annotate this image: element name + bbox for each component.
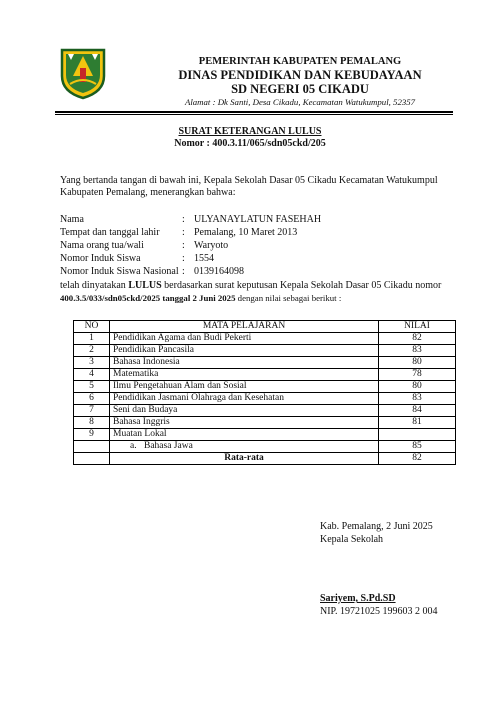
signatory-name: Sariyem, S.Pd.SD (320, 593, 396, 604)
identity-colon: : (182, 240, 185, 251)
pemalang-emblem-logo (58, 46, 108, 100)
row-score: 83 (379, 393, 456, 405)
declaration-line-2 (60, 292, 460, 304)
table-row (74, 381, 456, 393)
table-row (74, 333, 456, 345)
row-no: 5 (74, 381, 110, 393)
letterhead-address: Alamat : Dk Santi, Desa Cikadu, Kecamatan Watukumpul, 52357 (184, 97, 416, 107)
average-score: 82 (379, 453, 456, 465)
identity-row-name (60, 213, 321, 226)
identity-row-nisn (60, 265, 321, 278)
row-subject: Bahasa Indonesia (110, 357, 379, 369)
row-no: 9 (74, 429, 110, 441)
identity-value: ULYANAYLATUN FASEHAH (194, 214, 322, 225)
row-score: 81 (379, 417, 456, 429)
row-subject: Pendidikan Jasmani Olahraga dan Kesehatan (110, 393, 379, 405)
signature-block-top (320, 520, 433, 546)
identity-colon: : (182, 266, 185, 277)
row-score: 83 (379, 345, 456, 357)
letterhead-government: PEMERINTAH KABUPATEN PEMALANG (198, 56, 402, 67)
identity-value: Waryoto (194, 240, 229, 251)
table-row (74, 357, 456, 369)
identity-value: Pemalang, 10 Maret 2013 (194, 227, 298, 238)
row-no: 2 (74, 345, 110, 357)
subrow-subject: Bahasa Jawa (144, 441, 193, 451)
row-subject (110, 441, 379, 453)
row-subject: Muatan Lokal (110, 429, 379, 441)
row-no-empty (74, 453, 110, 465)
average-label: Rata-rata (110, 453, 379, 465)
row-subject: Ilmu Pengetahuan Alam dan Sosial (110, 381, 379, 393)
student-identity (60, 213, 321, 278)
row-score: 85 (379, 441, 456, 453)
signatory-nip: NIP. 19721025 199603 2 004 (320, 606, 438, 617)
signature-block-bottom (320, 592, 438, 618)
row-score: 84 (379, 405, 456, 417)
row-score: 78 (379, 369, 456, 381)
identity-label: Nama orang tua/wali (60, 240, 144, 251)
row-subject: Bahasa Inggris (110, 417, 379, 429)
identity-label: Nomor Induk Siswa (60, 253, 141, 264)
table-row (74, 417, 456, 429)
declaration-post: berdasarkan surat keputusan Kepala Sekolah Dasar 05 Cikadu nomor (161, 280, 442, 291)
row-no: 7 (74, 405, 110, 417)
letterhead-thin-rule (55, 114, 453, 115)
declaration-pre: telah dinyatakan (60, 280, 129, 291)
table-row (74, 405, 456, 417)
decree-number: 400.3.5/033/sdn05ckd/2025 tanggal 2 Juni 2025 (60, 293, 236, 303)
grades-table-body (74, 333, 456, 465)
row-no-empty (74, 441, 110, 453)
letterhead (150, 55, 450, 108)
table-row (74, 393, 456, 405)
identity-colon: : (182, 227, 185, 238)
declaration-status: LULUS (128, 280, 162, 291)
intro-paragraph: Yang bertanda tangan di bawah ini, Kepala Sekolah Dasar 05 Cikadu Kecamatan Watukumpul Kabupaten Pemalang, menerangkan bahwa: (60, 175, 438, 198)
letterhead-department: DINAS PENDIDIKAN DAN KEBUDAYAAN (178, 68, 422, 82)
identity-colon: : (182, 253, 185, 264)
identity-value: 0139164098 (194, 266, 244, 277)
row-score: 80 (379, 381, 456, 393)
row-no: 3 (74, 357, 110, 369)
row-no: 4 (74, 369, 110, 381)
identity-row-nis (60, 252, 321, 265)
identity-label: Nama (60, 214, 84, 225)
column-header-score: NILAI (379, 321, 456, 333)
identity-row-parent (60, 239, 321, 252)
row-score (379, 429, 456, 441)
letterhead-school: SD NEGERI 05 CIKADU (231, 82, 369, 96)
column-header-subject: MATA PELAJARAN (110, 321, 379, 333)
identity-label: Nomor Induk Siswa Nasional (60, 266, 179, 277)
row-no: 8 (74, 417, 110, 429)
document-number: Nomor : 400.3.11/065/sdn05ckd/205 (174, 138, 326, 149)
row-no: 1 (74, 333, 110, 345)
column-header-no: NO (74, 321, 110, 333)
table-header-row (74, 321, 456, 333)
document-title-main: SURAT KETERANGAN LULUS (178, 126, 322, 137)
signatory-position: Kepala Sekolah (320, 534, 384, 545)
table-row (74, 345, 456, 357)
row-subject: Pendidikan Agama dan Budi Pekerti (110, 333, 379, 345)
place-date: Kab. Pemalang, 2 Juni 2025 (320, 521, 433, 532)
table-average-row (74, 453, 456, 465)
document-title (150, 126, 350, 150)
identity-value: 1554 (194, 253, 214, 264)
identity-row-birth (60, 226, 321, 239)
grades-table (73, 320, 456, 465)
declaration-line-1 (60, 280, 460, 292)
letterhead-thick-rule (55, 111, 453, 113)
table-row (74, 429, 456, 441)
row-score: 82 (379, 333, 456, 345)
row-subject: Pendidikan Pancasila (110, 345, 379, 357)
row-no: 6 (74, 393, 110, 405)
row-subject: Seni dan Budaya (110, 405, 379, 417)
row-score: 80 (379, 357, 456, 369)
row-subject: Matematika (110, 369, 379, 381)
table-subrow (74, 441, 456, 453)
declaration-end: dengan nilai sebagai berikut : (235, 293, 342, 303)
graduation-declaration (60, 280, 460, 304)
subrow-letter: a. (130, 441, 137, 451)
identity-colon: : (182, 214, 185, 225)
identity-label: Tempat dan tanggal lahir (60, 227, 160, 238)
table-row (74, 369, 456, 381)
